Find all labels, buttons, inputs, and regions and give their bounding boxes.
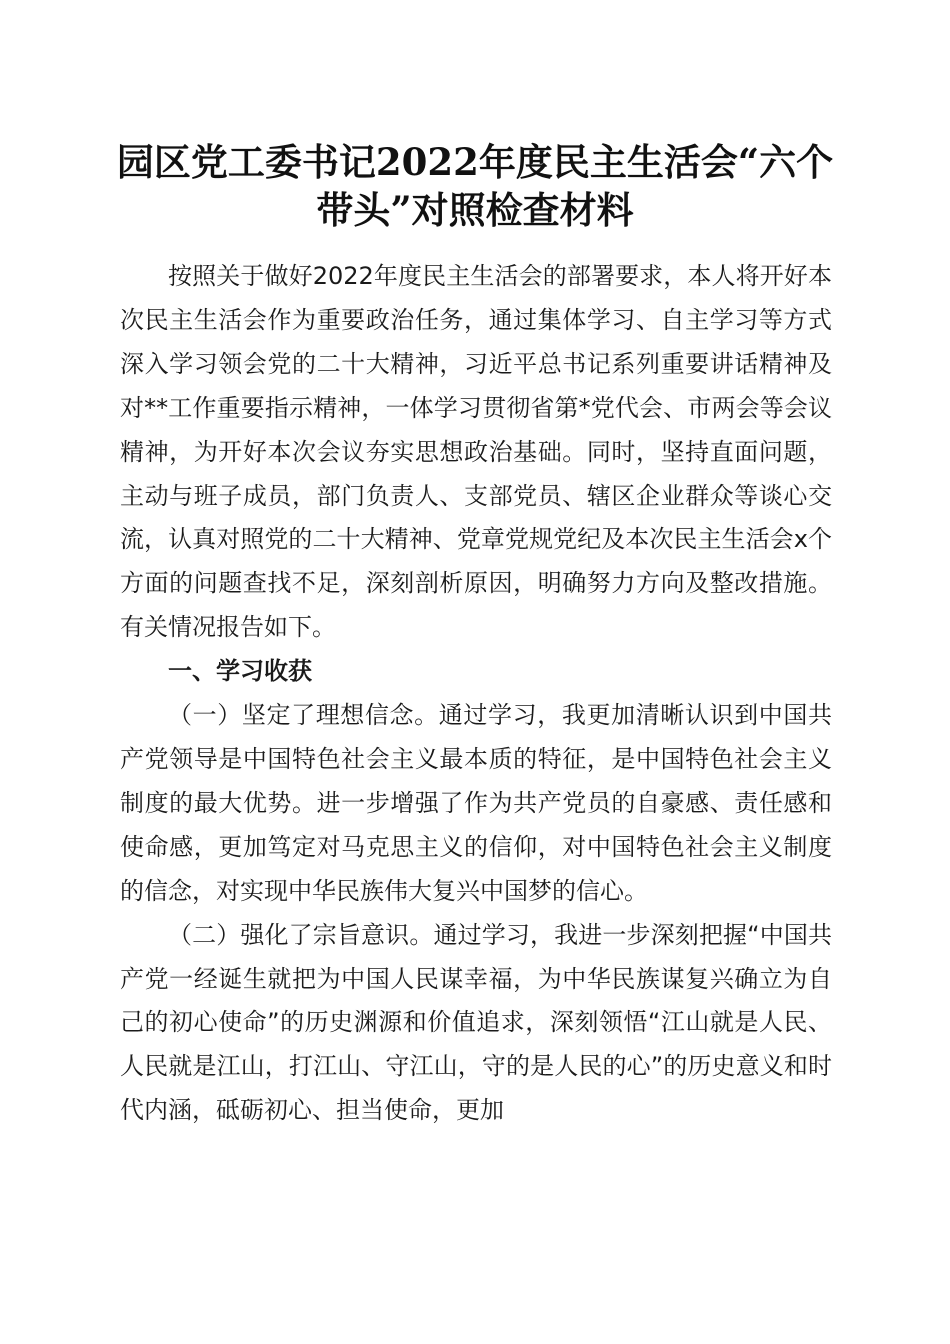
document-title (100, 138, 850, 234)
document-body (120, 255, 832, 1133)
intro-paragraph: 按照关于做好2022年度民主生活会的部署要求，本人将开好本次民主生活会作为重要政治任务，通过集体学习、自主学习等方式深入学习领会党的二十大精神，习近平总书记系列重要讲话精神及对**工作重要指示精神，一体学习贯彻省第*党代会、市两会等会议精神，为开好本次会议夯实思想政治基础。同时，坚持直面问题，主动与班子成员，部门负责人、支部党员、辖区企业群众等谈心交流，认真对照党的二十大精神、党章党规党纪及本次民主生活会x个方面的问题查找不足，深刻剖析原因，明确努力方向及整改措施。有关情况报告如下。 (120, 262, 832, 642)
item-paragraph-1: （一）坚定了理想信念。通过学习，我更加清晰认识到中国共产党领导是中国特色社会主义最本质的特征，是中国特色社会主义制度的最大优势。进一步增强了作为共产党员的自豪感、责任感和使命感，更加笃定对马克思主义的信仰，对中国特色社会主义制度的信念，对实现中华民族伟大复兴中国梦的信心。 (120, 701, 832, 905)
title-line-2: 带头”对照检查材料 (316, 188, 634, 232)
section-heading-learning-gains: 一、学习收获 (168, 657, 312, 686)
item-paragraph-2: （二）强化了宗旨意识。通过学习，我进一步深刻把握“中国共产党一经诞生就把为中国人民谋幸福，为中华民族谋复兴确立为自己的初心使命”的历史渊源和价值追求，深刻领悟“江山就是人民、人民就是江山，打江山、守江山，守的是人民的心”的历史意义和时代内涵，砥砺初心、担当使命，更加 (120, 920, 832, 1125)
title-line-1: 园区党工委书记2022年度民主生活会“六个 (116, 140, 834, 184)
